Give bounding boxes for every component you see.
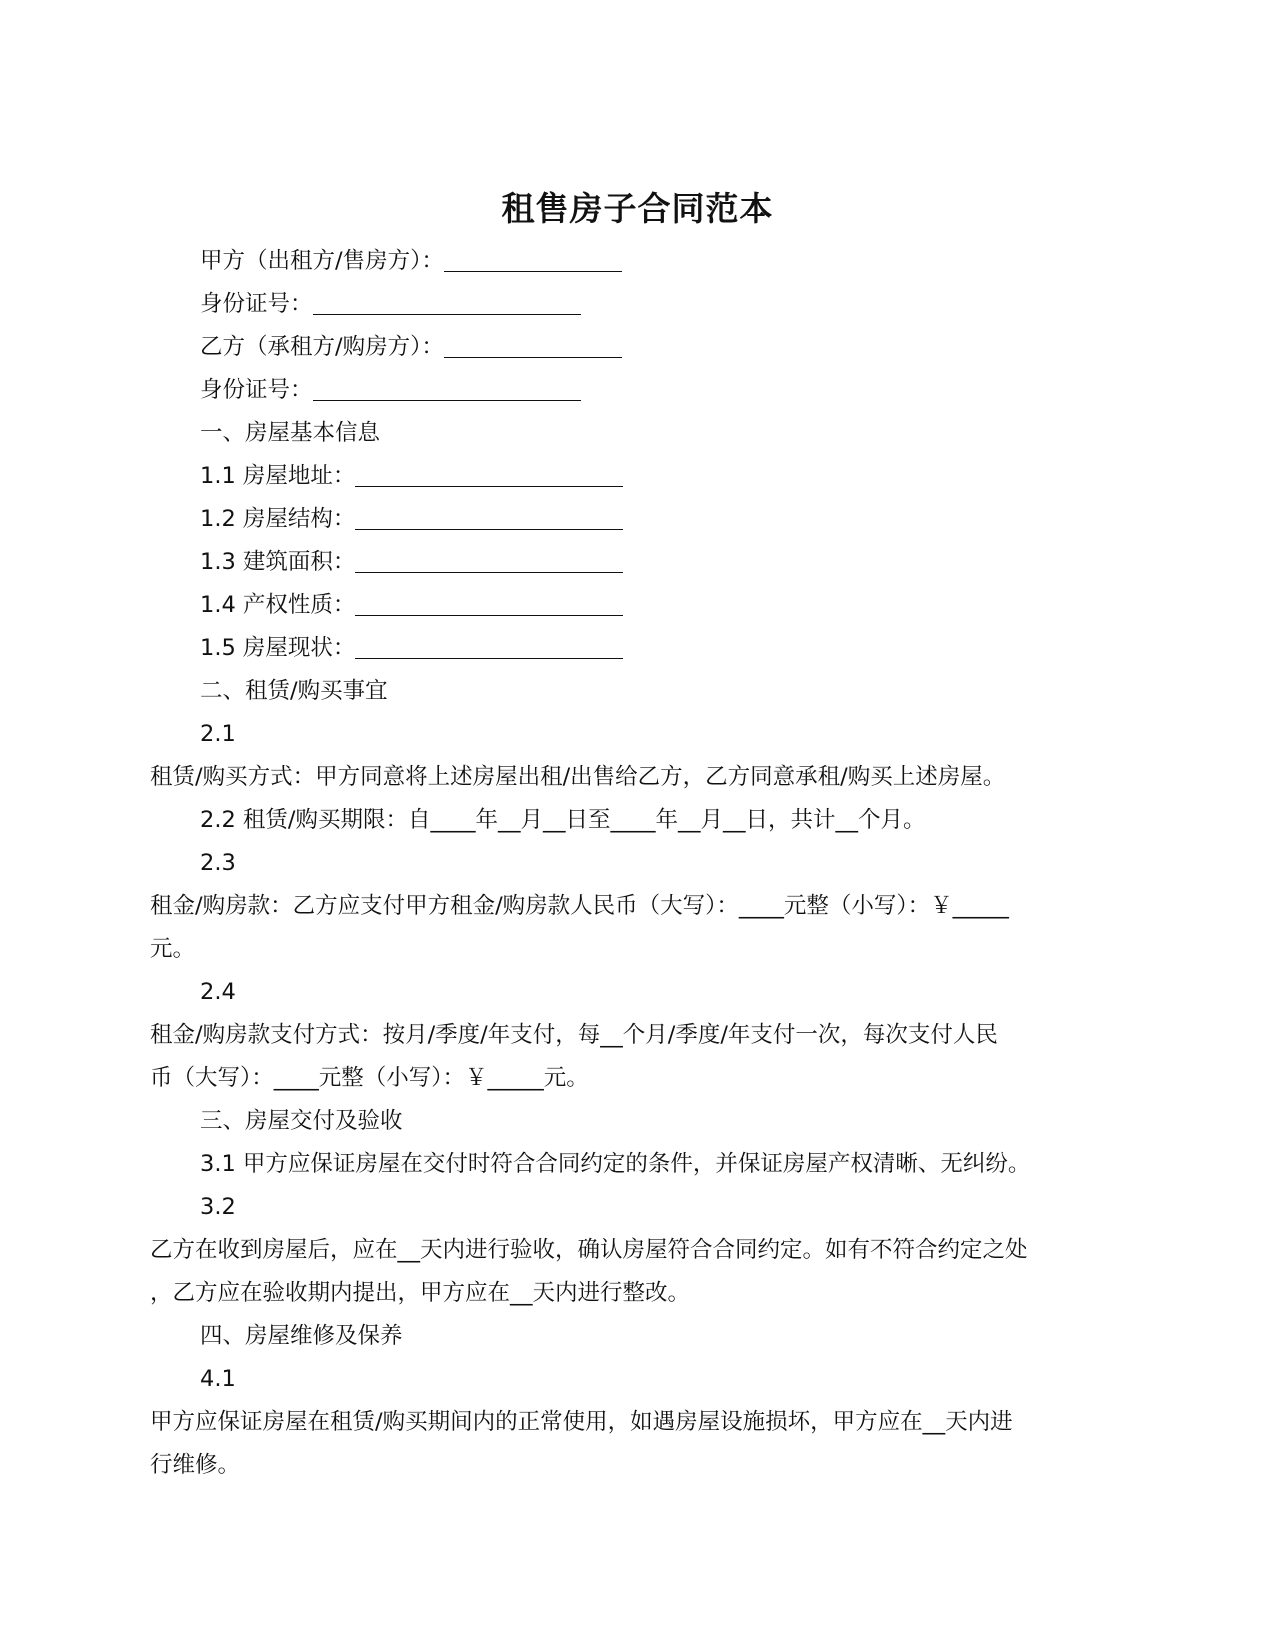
item-1-3 bbox=[150, 541, 1130, 584]
party-a-id-label: 身份证号： bbox=[200, 291, 313, 317]
item-2-3-number: 2.3 bbox=[200, 850, 236, 876]
item-1-1-blank[interactable] bbox=[355, 460, 623, 487]
party-b-id-line bbox=[150, 369, 1130, 412]
party-a-id-blank[interactable] bbox=[313, 288, 581, 315]
item-1-3-blank[interactable] bbox=[355, 546, 623, 573]
item-2-3-text-line2: 元。 bbox=[150, 936, 196, 962]
party-a-label: 甲方（出租方/售房方）： bbox=[200, 248, 444, 274]
party-a-line bbox=[150, 240, 1130, 283]
item-1-5-blank[interactable] bbox=[355, 632, 623, 659]
item-1-5 bbox=[150, 627, 1130, 670]
item-1-2-label: 1.2 房屋结构： bbox=[200, 506, 356, 532]
section-2-heading: 二、租赁/购买事宜 bbox=[200, 678, 388, 704]
party-b-label: 乙方（承租方/购房方）： bbox=[200, 334, 444, 360]
document-title: 租售房子合同范本 bbox=[501, 189, 774, 228]
item-2-4-number: 2.4 bbox=[200, 979, 236, 1005]
document-body bbox=[150, 240, 1130, 1487]
party-a-blank[interactable] bbox=[444, 245, 622, 272]
item-1-4 bbox=[150, 584, 1130, 627]
item-4-1-text-line1: 甲方应保证房屋在租赁/购买期间内的正常使用，如遇房屋设施损坏，甲方应在__天内进 bbox=[150, 1409, 1013, 1435]
item-1-1 bbox=[150, 455, 1130, 498]
section-4-heading: 四、房屋维修及保养 bbox=[200, 1323, 403, 1349]
party-a-id-line bbox=[150, 283, 1130, 326]
item-1-2-blank[interactable] bbox=[355, 503, 623, 530]
party-b-blank[interactable] bbox=[444, 331, 622, 358]
party-b-id-label: 身份证号： bbox=[200, 377, 313, 403]
item-1-4-blank[interactable] bbox=[355, 589, 623, 616]
section-1-heading: 一、房屋基本信息 bbox=[200, 420, 381, 446]
item-1-3-label: 1.3 建筑面积： bbox=[200, 549, 356, 575]
item-2-4-text-line1: 租金/购房款支付方式：按月/季度/年支付，每__个月/季度/年支付一次，每次支付人民 bbox=[150, 1022, 998, 1048]
item-2-4-text-line2: 币（大写）：____元整（小写）：￥_____元。 bbox=[150, 1065, 589, 1091]
item-3-2-text-line1: 乙方在收到房屋后，应在__天内进行验收，确认房屋符合合同约定。如有不符合约定之处 bbox=[150, 1237, 1028, 1263]
item-2-1-number: 2.1 bbox=[200, 721, 236, 747]
item-1-2 bbox=[150, 498, 1130, 541]
item-1-1-label: 1.1 房屋地址： bbox=[200, 463, 356, 489]
item-1-4-label: 1.4 产权性质： bbox=[200, 592, 356, 618]
party-b-line bbox=[150, 326, 1130, 369]
item-1-5-label: 1.5 房屋现状： bbox=[200, 635, 356, 661]
item-3-1: 3.1 甲方应保证房屋在交付时符合合同约定的条件，并保证房屋产权清晰、无纠纷。 bbox=[200, 1151, 1031, 1177]
party-b-id-blank[interactable] bbox=[313, 374, 581, 401]
item-4-1-number: 4.1 bbox=[200, 1366, 236, 1392]
section-3-heading: 三、房屋交付及验收 bbox=[200, 1108, 403, 1134]
item-2-3-text-line1: 租金/购房款：乙方应支付甲方租金/购房款人民币（大写）：____元整（小写）：￥_____ bbox=[150, 893, 1009, 919]
item-2-2: 2.2 租赁/购买期限：自____年__月__日至____年__月__日，共计__个月。 bbox=[200, 807, 926, 833]
item-3-2-number: 3.2 bbox=[200, 1194, 236, 1220]
item-4-1-text-line2: 行维修。 bbox=[150, 1452, 241, 1478]
item-2-1-text: 租赁/购买方式：甲方同意将上述房屋出租/出售给乙方，乙方同意承租/购买上述房屋。 bbox=[150, 764, 1006, 790]
item-3-2-text-line2: ，乙方应在验收期内提出，甲方应在__天内进行整改。 bbox=[150, 1280, 691, 1306]
